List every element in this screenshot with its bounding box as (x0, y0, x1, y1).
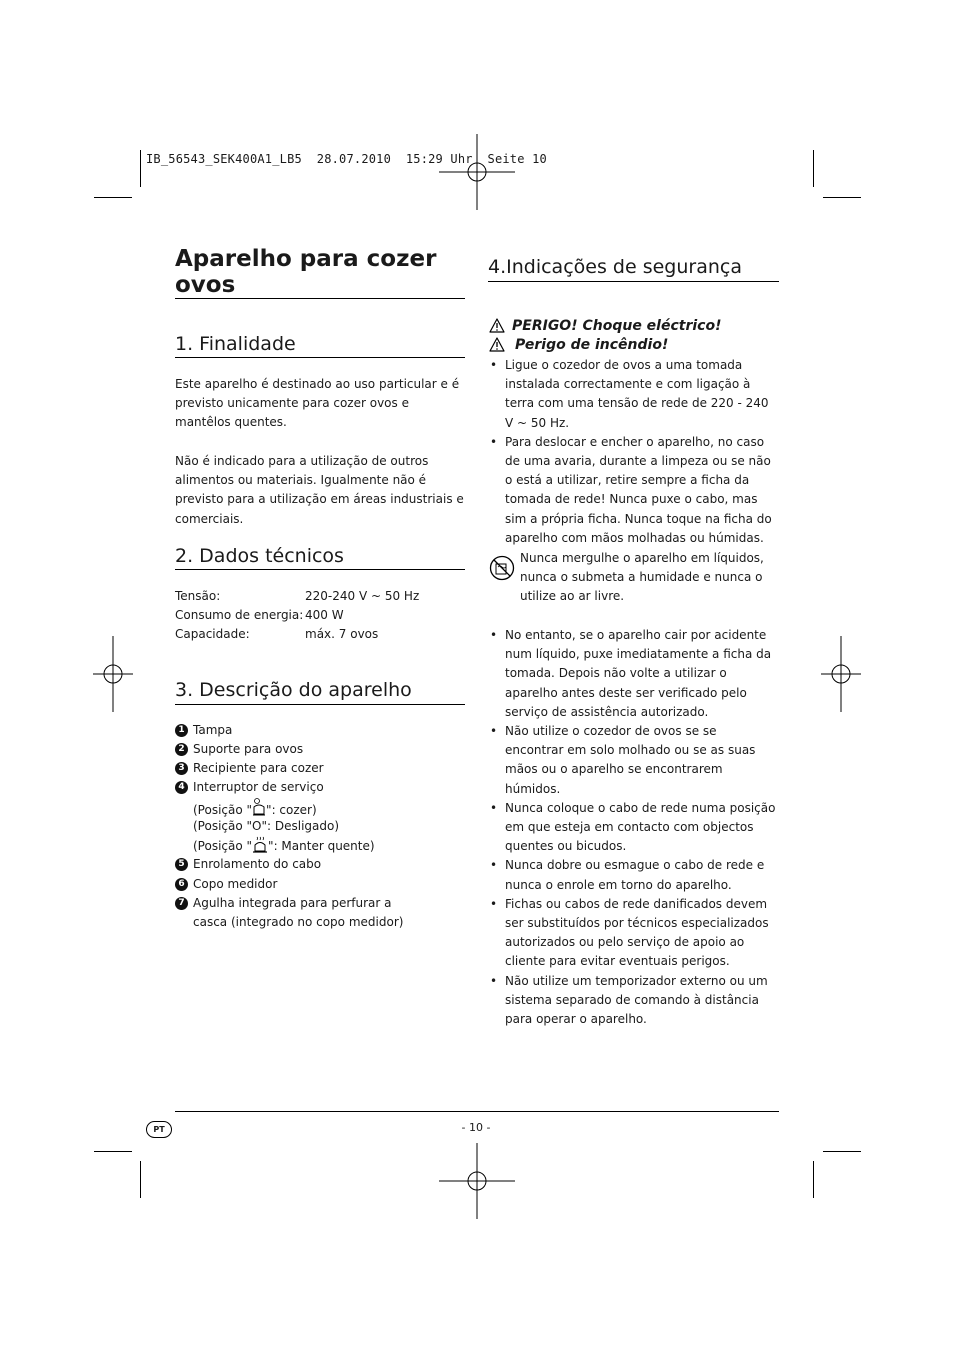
safety-list-1 (488, 356, 778, 548)
part-label: Copo medidor (193, 877, 278, 891)
warning-triangle-icon (489, 318, 505, 333)
heading-rule (488, 281, 779, 282)
warning-electric-shock: PERIGO! Choque eléctrico! (512, 318, 722, 334)
spec-value: 400 W (305, 608, 344, 622)
safety-list-2 (488, 626, 778, 1029)
list-item: • Não utilize o cozedor de ovos se se encontrar em solo molhado ou se as suas mãos ou o aparelho se encontrarem húmidos. (488, 722, 778, 799)
list-item: • Para deslocar e encher o aparelho, no caso de uma avaria, durante a limpeza ou se não o está a utilizar, retire sempre a ficha da tomada de rede! Nunca puxe o cabo, mas sim a própria ficha. Nunca toque na ficha do aparelho com mãos molhadas ou húmidas. (488, 433, 778, 548)
footer-rule (175, 1111, 779, 1112)
crop-mark (823, 197, 861, 198)
title-rule (175, 298, 465, 299)
part-number-badge: 6 (175, 878, 188, 891)
no-immersion-icon (489, 555, 515, 581)
registration-mark-icon (439, 1143, 515, 1219)
list-item: • Não utilize um temporizador externo ou um sistema separado de comando à distância para operar o aparelho. (488, 972, 778, 1030)
crop-mark (140, 150, 141, 187)
switch-position-cook-prefix: (Posição " (193, 803, 253, 817)
registration-mark-icon (803, 636, 879, 712)
warning-fire: Perigo de incêndio! (515, 337, 669, 353)
heading-dados-tecnicos: 2. Dados técnicos (175, 545, 344, 567)
spec-label: Capacidade: (175, 627, 250, 641)
crop-mark (813, 1161, 814, 1198)
part-number-badge: 3 (175, 762, 188, 775)
page-number: - 10 - (461, 1121, 491, 1134)
switch-position-warm-prefix: (Posição " (193, 839, 253, 853)
part-label: Tampa (193, 723, 233, 737)
heading-rule (175, 357, 465, 358)
heading-rule (175, 704, 465, 705)
spec-value: máx. 7 ovos (305, 627, 379, 641)
part-label: Enrolamento do cabo (193, 857, 322, 871)
switch-position-keep-warm (193, 836, 375, 856)
part-number-badge: 5 (175, 858, 188, 871)
spec-label: Tensão: (175, 589, 221, 603)
list-item: • No entanto, se o aparelho cair por acidente num líquido, puxe imediatamente a ficha da tomada. Depois não volte a utilizar o aparelho antes deste ser verificado pelo serviço de assistência autorizado. (488, 626, 778, 722)
part-number-badge: 1 (175, 724, 188, 737)
crop-mark (140, 1161, 141, 1198)
part-label: Suporte para ovos (193, 742, 304, 756)
part-number-badge: 2 (175, 743, 188, 756)
language-badge: PT (146, 1121, 172, 1138)
heading-finalidade: 1. Finalidade (175, 333, 296, 355)
heading-rule (175, 569, 465, 570)
part-label: Recipiente para cozer (193, 761, 324, 775)
spec-label: Consumo de energia: (175, 608, 304, 622)
print-slug: IB_56543_SEK400A1_LB5 28.07.2010 15:29 Uhr Seite 10 (146, 152, 547, 166)
crop-mark (94, 197, 132, 198)
part-number-badge: 4 (175, 781, 188, 794)
switch-position-warm-suffix: ": Manter quente) (268, 839, 375, 853)
list-item: • Fichas ou cabos de rede danificados devem ser substituídos por técnicos especializados autorizados ou pelo serviço de apoio ao cliente para evitar eventuais perigos. (488, 895, 778, 972)
no-immersion-note: Nunca mergulhe o aparelho em líquidos, nunca o submeta a humidade e nunca o utilize ao ar livre. (520, 551, 764, 604)
switch-position-cook-suffix: ": cozer) (266, 803, 317, 817)
list-item: • Nunca coloque o cabo de rede numa posição em que esteja em contacto com objectos quentes ou bicudos. (488, 799, 778, 857)
finalidade-paragraph-1: Este aparelho é destinado ao uso particular e é previsto unicamente para cozer ovos e mantêlos quentes. (175, 377, 460, 430)
finalidade-paragraph-2: Não é indicado para a utilização de outros alimentos ou materiais. Igualmente não é previsto para a utilização em áreas industriais e comerciais. (175, 454, 464, 526)
warning-triangle-icon (489, 337, 505, 352)
crop-mark (813, 150, 814, 187)
crop-mark (823, 1151, 861, 1152)
keep-warm-icon (252, 836, 268, 854)
part-label: Agulha integrada para perfurar a (193, 896, 392, 910)
heading-descricao: 3. Descrição do aparelho (175, 679, 412, 701)
switch-position-off: (Posição "O": Desligado) (193, 819, 340, 833)
list-item: • Nunca dobre ou esmague o cabo de rede e nunca o enrole em torno do aparelho. (488, 856, 778, 894)
list-item: • Ligue o cozedor de ovos a uma tomada instalada correctamente e com ligação à terra com uma tensão de rede de 220 - 240 V ~ 50 Hz. (488, 356, 778, 433)
spec-value: 220-240 V ~ 50 Hz (305, 589, 420, 603)
registration-mark-icon (439, 134, 515, 210)
page-title: Aparelho para cozer ovos (175, 246, 437, 298)
part-7-continuation: casca (integrado no copo medidor) (193, 915, 404, 929)
part-label: Interruptor de serviço (193, 780, 324, 794)
part-number-badge: 7 (175, 897, 188, 910)
heading-seguranca: 4.Indicações de segurança (488, 256, 742, 278)
registration-mark-icon (75, 636, 151, 712)
crop-mark (94, 1151, 132, 1152)
egg-cook-icon (252, 798, 266, 818)
